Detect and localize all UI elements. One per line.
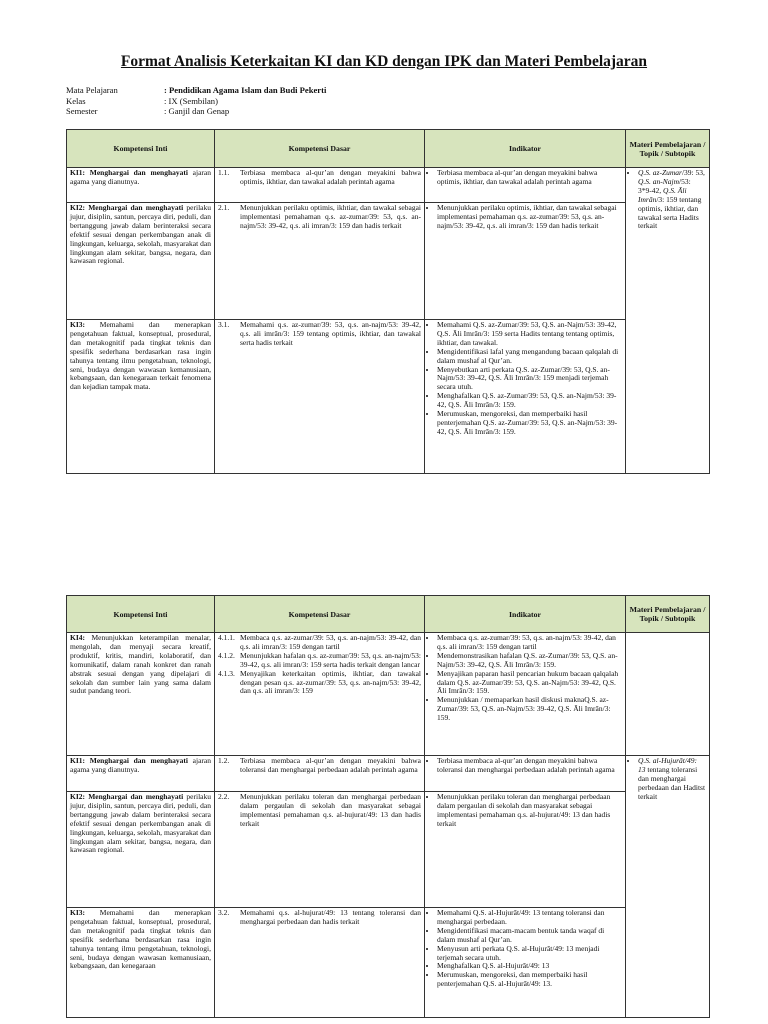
table-row: [67, 792, 710, 908]
kd-cell: 2.1. Menunjukkan perilaku optimis, ikhtiar, dan tawakal sebagai implementasi pemahaman q.s. az-zumar/39: 53, q.s. an-najm/53: 39-42, q.s. ali imran/3: 159 dan hadis terkait: [215, 203, 425, 320]
table-row: [67, 908, 710, 1018]
ki1-cell: KI1: Menghargai dan menghayati ajaran agama yang dianutnya.: [67, 168, 215, 203]
ki3-cell: KI3: Memahami dan menerapkan pengetahuan faktual, konseptual, prosedural, dan metakognitif pada tingkat teknis dan spesifik sederhana berdasarkan rasa ingin tahunya tentang ilmu pengetahuan, teknologi, seni, budaya dengan wawasan kemanusiaan, kebangsaan, dan kenegaraan terkait fenomena dan kejadian tampak mata.: [67, 320, 215, 474]
page-title: Format Analisis Keterkaitan KI dan KD dengan IPK dan Materi Pembelajaran: [120, 53, 648, 70]
list-item: • Merumuskan, mengoreksi, dan memperbaiki hasil penterjemahan Q.S. al-Hujurāt/49: 13.: [437, 971, 622, 989]
list-item: • Mendemonstrasikan hafalan Q.S. az-Zumar/39: 53, Q.S. an-Najm/53: 39-42, Q.S. Āli Imrān/3: 159.: [437, 652, 622, 670]
ki3-cell: KI3: Memahami dan menerapkan pengetahuan faktual, konseptual, prosedural, dan metakognitif pada tingkat teknis dan spesifik sederhana berdasarkan rasa ingin tahunya tentang ilmu pengetahuan, teknologi, seni, budaya dengan wawasan kemanusiaan, kebangsaan, dan kenegaraan: [67, 908, 215, 1018]
indikator-cell: [425, 756, 626, 792]
materi-cell: [626, 168, 710, 474]
indikator-cell: [425, 320, 626, 474]
table-header-row: [67, 596, 710, 633]
table-row: [67, 633, 710, 756]
table-row: [67, 756, 710, 792]
kd-cell: 1.2. Terbiasa membaca al-qur’an dengan meyakini bahwa toleransi dan menghargai perbedaan adalah perintah agama: [215, 756, 425, 792]
list-item: • Menunjukkan perilaku toleran dan menghargai perbedaan dalam pergaulan di sekolah dan masyarakat sebagai implementasi pemahaman q.s. al-hujurat/49: 13 dan hadis terkait: [437, 793, 622, 829]
header-materi: Materi Pembelajaran / Topik / Subtopik: [626, 596, 710, 633]
kd-cell: 3.2. Memahami q.s. al-hujurat/49: 13 tentang toleransi dan menghargai perbedaan dan hadis terkait: [215, 908, 425, 1018]
list-item: • Memahami Q.S. al-Hujurāt/49: 13 tentang toleransi dan menghargai perbedaan.: [437, 909, 622, 927]
list-item: • Menghafalkan Q.S. az-Zumar/39: 53, Q.S. an-Najm/53: 39-42, Q.S. Āli Imrān/3: 159.: [437, 392, 622, 410]
indikator-cell: [425, 908, 626, 1018]
list-item: • Terbiasa membaca al-qur’an dengan meyakini bahwa toleransi dan menghargai perbedaan adalah perintah agama: [437, 757, 622, 775]
document-meta: [66, 85, 326, 117]
header-ki: Kompetensi Inti: [67, 130, 215, 168]
list-item: • Menunjukkan perilaku optimis, ikhtiar, dan tawakal sebagai implementasi pemahaman q.s. az-zumar/39: 53, q.s. an-najm/53: 39-42, q.s. ali imran/3: 159 dan hadis terkait: [437, 204, 622, 231]
header-indikator: Indikator: [425, 596, 626, 633]
analysis-table-2: [66, 595, 710, 1018]
kd-cell: 1.1. Terbiasa membaca al-qur’an dengan meyakini bahwa optimis, ikhtiar, dan tawakal adalah perintah agama: [215, 168, 425, 203]
indikator-cell: [425, 168, 626, 203]
table-header-row: [67, 130, 710, 168]
list-item: • Menyajikan paparan hasil pencarian hukum bacaan qalqalah dalam Q.S. az-Zumar/39: 53, Q.S. an-Najm/53: 39-42, Q.S. Āli Imrān/3: 159.: [437, 670, 622, 697]
indikator-cell: [425, 633, 626, 756]
kd-cell: 4.1.1. Membaca q.s. az-zumar/39: 53, q.s. an-najm/53: 39-42, dan q.s. ali imran/3: 159 dengan tartil 4.1.2. Menunjukkan hafalan q.s. az-zumar/39: 53, q.s. an-najm/53: 39-42, q.s. ali imran/3: 159 serta hadis terkait dengan lancar 4.1.3. Menyajikan keterkaitan optimis, ikhtiar, dan tawakal dengan pesan q.s. az-zumar/39: 53, q.s. an-najm/53: 39-42, dan q.s. ali imran/3: 159: [215, 633, 425, 756]
ki4-cell: KI4: Menunjukkan keterampilan menalar, mengolah, dan menyaji secara kreatif, produktif, kritis, mandiri, kolaboratif, dan komunikatif, dalam ranah konkret dan ranah abstrak sesuai dengan yang dipelajari di sekolah dan sumber lain yang sama dalam sudut pandang teori.: [67, 633, 215, 756]
list-item: • Mengidentifikasi macam-macam bentuk tanda waqaf di dalam mushaf al Qur’an.: [437, 927, 622, 945]
header-indikator: Indikator: [425, 130, 626, 168]
kd-cell: 2.2. Menunjukkan perilaku toleran dan menghargai perbedaan dalam pergaulan di sekolah dan masyarakat sebagai implementasi pemahaman q.s. al-hujurat/49: 13 dan hadis terkait: [215, 792, 425, 908]
header-materi: Materi Pembelajaran / Topik / Subtopik: [626, 130, 710, 168]
meta-row-semester: Semester : Ganjil dan Genap: [66, 106, 230, 116]
ki2-cell: KI2: Menghargai dan menghayati perilaku jujur, disiplin, santun, percaya diri, peduli, dan bertanggung jawab dalam berinteraksi secara efektif sesuai dengan perkembangan anak di lingkungan, keluarga, sekolah, masyarakat dan lingkungan alam sekitar, bangsa, negara, dan kawasan regional.: [67, 203, 215, 320]
list-item: • Menunjukkan / memaparkan hasil diskusi maknaQ.S. az-Zumar/39: 53, Q.S. an-Najm/53: 39-42, Q.S. Āli Imrān/3: 159.: [437, 696, 622, 723]
list-item: • Menyusun arti perkata Q.S. al-Hujurāt/49: 13 menjadi terjemah secara utuh.: [437, 945, 622, 963]
list-item: • Terbiasa membaca al-qur’an dengan meyakini bahwa optimis, ikhtiar, dan tawakal adalah perintah agama: [437, 169, 622, 187]
header-kd: Kompetensi Dasar: [215, 130, 425, 168]
list-item: • Memahami Q.S. az-Zumar/39: 53, Q.S. an-Najm/53: 39-42, Q.S. Āli Imrān/3: 159 serta Hadits tentang tentang optimis, ikhtiar, dan tawakal.: [437, 321, 622, 348]
header-kd: Kompetensi Dasar: [215, 596, 425, 633]
list-item: • Membaca q.s. az-zumar/39: 53, q.s. an-najm/53: 39-42, dan q.s. ali imran/3: 159 dengan tartil: [437, 634, 622, 652]
kd-cell: 3.1. Memahami q.s. az-zumar/39: 53, q.s. an-najm/53: 39-42, q.s. ali imrān/3: 159 tentang optimis, ikhtiar, dan tawakal serta hadis terkait: [215, 320, 425, 474]
list-item: • Menyebutkan arti perkata Q.S. az-Zumar/39: 53, Q.S. an-Najm/53: 39-42, Q.S. Āli Imrān/3: 159 menjadi terjemah secara utuh.: [437, 366, 622, 393]
list-item: • Q.S. al-Hujurāt/49: 13 tentang toleransi dan menghargai perbedaan dan Haditst terkait: [638, 757, 706, 802]
table-row: [67, 320, 710, 474]
indikator-cell: [425, 203, 626, 320]
list-item: • Q.S. az-Zumar/39: 53, Q.S. an-Najm/53: 3*9-42, Q.S. Āli Imrān/3: 159 tentang optimis, ikhtiar, dan tawakal serta Hadits terkait: [638, 169, 706, 231]
ki1-cell: KI1: Menghargai dan menghayati ajaran agama yang dianutnya.: [67, 756, 215, 792]
meta-row-subject: Mata Pelajaran : Pendidikan Agama Islam dan Budi Pekerti: [66, 85, 327, 95]
list-item: • Menghafalkan Q.S. al-Hujurāt/49: 13: [437, 962, 622, 971]
table-row: [67, 203, 710, 320]
list-item: • Merumuskan, mengoreksi, dan memperbaiki hasil penterjemahan Q.S. az-Zumar/39: 53, Q.S. an-Najm/53: 39-42, Q.S. Āli Imrān/3: 159.: [437, 410, 622, 437]
materi-cell: [626, 756, 710, 1018]
indikator-cell: [425, 792, 626, 908]
table-row: [67, 168, 710, 203]
materi-cell-empty: [626, 633, 710, 756]
header-ki: Kompetensi Inti: [67, 596, 215, 633]
ki2-cell: KI2: Menghargai dan menghayati perilaku jujur, disiplin, santun, percaya diri, peduli, dan bertanggung jawab dalam berinteraksi secara efektif sesuai dengan perkembangan anak di lingkungan, keluarga, sekolah, masyarakat dan lingkungan alam sekitar, bangsa, negara, dan kawasan regional.: [67, 792, 215, 908]
list-item: • Mengidentifikasi lafal yang mengandung bacaan qalqalah di dalam mushaf al Qur’an.: [437, 348, 622, 366]
meta-row-class: Kelas : IX (Sembilan): [66, 95, 218, 106]
analysis-table-1: [66, 129, 710, 474]
